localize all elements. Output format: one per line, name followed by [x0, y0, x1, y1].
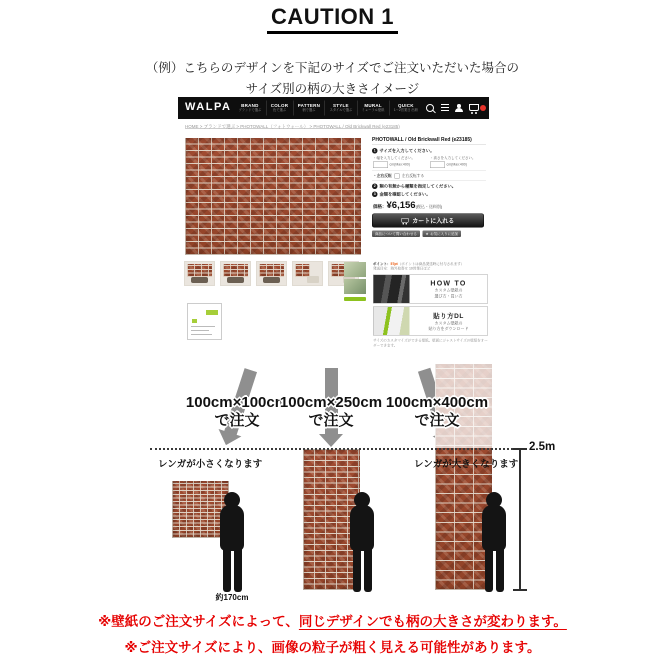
- inquiry-button[interactable]: [372, 231, 420, 238]
- point-value: 57pt: [390, 262, 398, 266]
- thumbnail-furniture: [191, 277, 207, 283]
- step-3-number: 3: [373, 192, 376, 196]
- order-size-label-3: [382, 394, 492, 430]
- divider: [372, 181, 486, 182]
- order-size-2: 100cm×250cm: [279, 394, 383, 411]
- product-main-image[interactable]: [185, 138, 361, 255]
- thumbnail-brick: [223, 264, 248, 277]
- cart-button-icon: [402, 218, 409, 223]
- search-icon[interactable]: [426, 104, 434, 112]
- height-marker-cap-bottom: [513, 589, 527, 591]
- person-leg: [223, 549, 231, 592]
- howto-image: [374, 275, 410, 303]
- breadcrumb-wrap: [185, 123, 485, 133]
- nav-item-mural[interactable]: [357, 101, 389, 116]
- product-title: PHOTOWALL / Old Brickwall Red (e23185): [372, 137, 486, 145]
- step-2-row: [372, 183, 486, 189]
- product-thumbnail-4[interactable]: [293, 262, 322, 285]
- nav-mural-en: MURAL: [364, 103, 382, 109]
- person-silhouette-2: [344, 492, 380, 592]
- add-to-cart-button[interactable]: [372, 214, 484, 228]
- person-leg: [496, 549, 504, 592]
- nav-mural-jp: ミューラル壁紙: [361, 108, 385, 113]
- height-marker-cap-top: [513, 448, 527, 450]
- nav-item-quick[interactable]: [389, 101, 423, 116]
- footnote-2: ※ご注文サイズにより、画像の粒子が粗く見える可能性があります。: [124, 640, 541, 655]
- nav-color-jp: 色で選ぶ: [273, 108, 286, 113]
- paste-dl-title: 貼り方DL: [433, 311, 464, 320]
- sample-green-button[interactable]: [344, 297, 366, 301]
- nav-item-color[interactable]: [266, 101, 293, 116]
- order-size-label-2: [276, 394, 386, 430]
- person-leg: [234, 549, 242, 592]
- step-3-row: [372, 191, 486, 197]
- thumbnail-brick: [259, 264, 284, 277]
- paste-dl-sub-1: カスタム壁紙の: [434, 320, 463, 326]
- height-label: ・高さを入力してください。: [430, 156, 476, 160]
- paste-dl-sub-2: 貼り方をダウンロード: [428, 326, 469, 332]
- sample-image-1[interactable]: [344, 262, 366, 277]
- account-icon[interactable]: [455, 104, 463, 112]
- nav-item-style[interactable]: [325, 101, 357, 116]
- person-silhouette-3: [476, 492, 512, 592]
- height-input[interactable]: [430, 162, 445, 169]
- flip-checkbox[interactable]: [394, 173, 399, 178]
- diagram-line: [191, 330, 209, 331]
- page-title-wrap: [0, 4, 665, 34]
- diagram-green-block: [206, 310, 218, 315]
- order-action-3: で注文: [414, 412, 460, 429]
- height-marker-label: 2.5m: [529, 441, 556, 453]
- howto-title: HOW TO: [430, 279, 467, 288]
- step-1-label: サイズを入力してください。: [379, 148, 435, 153]
- thumbnail-furniture: [263, 277, 279, 283]
- nav-item-pattern[interactable]: [293, 101, 325, 116]
- walpa-logo[interactable]: WALPA: [185, 101, 232, 113]
- product-thumbnail-2[interactable]: [221, 262, 250, 285]
- height-marker-line: [519, 449, 521, 590]
- flip-label: ・左右反転: [373, 173, 392, 178]
- thumbnail-bed: [307, 276, 319, 283]
- nav-pattern-jp: 柄で選ぶ: [302, 108, 316, 113]
- sample-image-2[interactable]: [344, 279, 366, 294]
- custom-size-note: サイズのカスタマイズができる壁紙。壁面にジャストサイズの壁紙をオーダーできます。: [373, 338, 488, 348]
- ceiling-dashed-line: [150, 448, 513, 450]
- howto-sub-2: 選び方・買い方: [434, 293, 463, 299]
- person-leg: [364, 549, 372, 592]
- nav-style-en: STYLE: [333, 103, 349, 109]
- star-icon: ★: [425, 232, 429, 236]
- order-size-3: 100cm×400cm: [385, 394, 489, 411]
- step-2-number: 2: [373, 184, 376, 188]
- person-torso: [350, 505, 374, 551]
- page-title: CAUTION 1: [267, 4, 398, 34]
- product-thumbnail-1[interactable]: [185, 262, 214, 285]
- favorite-button-label: お気に入りに追加: [430, 232, 459, 236]
- inquiry-button-label: 商品について問い合わせる: [375, 232, 417, 236]
- arrow-head: [319, 434, 343, 447]
- step-1-number: 1: [373, 148, 376, 153]
- nav-item-brand[interactable]: [234, 101, 266, 116]
- sample-strip: [344, 262, 366, 302]
- shop-navbar: [178, 97, 489, 119]
- product-thumbnail-3[interactable]: [257, 262, 286, 285]
- divider: [372, 171, 486, 172]
- nav-quick-en: QUICK: [398, 103, 414, 109]
- person-leg: [353, 549, 361, 592]
- height-unit: cm(Max:400): [446, 163, 467, 167]
- width-unit: cm(Max:400): [389, 163, 410, 167]
- order-action-1: で注文: [214, 412, 260, 429]
- info-column: [373, 262, 489, 368]
- width-input[interactable]: [373, 162, 388, 169]
- subtitle-line-2: サイズ別の柄の大きさイメージ: [245, 81, 420, 96]
- footnote-1: [0, 610, 665, 630]
- diagram-line: [191, 326, 215, 327]
- bricks-smaller-note: レンガが小さくなります: [158, 459, 263, 470]
- nav-pattern-en: PATTERN: [297, 103, 321, 109]
- nav-brand-jp: ブランドで選ぶ: [238, 108, 262, 113]
- thumbnail-brick: [187, 264, 212, 277]
- menu-icon[interactable]: [441, 104, 449, 111]
- person-torso: [220, 505, 244, 551]
- order-size-1: 100cm×100cm: [185, 394, 289, 411]
- cart-icon[interactable]: [469, 104, 479, 111]
- point-suffix: （ポイントは商品発送時に付与されます）: [397, 262, 465, 266]
- size-diagram: [187, 303, 222, 340]
- price-value: ¥6,156: [386, 200, 416, 211]
- order-action-2: で注文: [308, 412, 354, 429]
- price-row: [373, 200, 486, 211]
- shop-screenshot: [178, 97, 489, 370]
- nav-brand-en: BRAND: [241, 103, 259, 109]
- diagram-green-block: [192, 319, 197, 323]
- step-2-label: 糊の有無から種類を指定してください。: [379, 183, 457, 189]
- price-note: (税込・送料別): [415, 204, 443, 209]
- diagram-line: [191, 334, 212, 335]
- cart-button-label: カートに入れる: [412, 217, 455, 225]
- bricks-larger-note: レンガが大きくなります: [414, 459, 519, 470]
- cart-badge: [480, 105, 486, 111]
- step-3-label: 金額を確認してください。: [379, 191, 431, 197]
- step-1-row: [372, 148, 486, 154]
- favorite-button[interactable]: [422, 231, 461, 238]
- subtitle-line-1: （例）こちらのデザインを下記のサイズでご注文いただいた場合の: [145, 61, 520, 75]
- arrow-head: [215, 429, 242, 449]
- person-silhouette-1: [214, 492, 250, 592]
- person-height-label: 約170cm: [215, 593, 249, 602]
- nav-quick-jp: 1〜2営業日 出荷: [393, 108, 418, 113]
- thumbnail-furniture: [227, 277, 243, 283]
- paste-dl-image: [374, 307, 410, 335]
- flip-checkbox-label: 左右反転する: [401, 173, 425, 178]
- page-subtitle: [0, 58, 665, 99]
- howto-sub-1: カスタム壁紙の: [434, 288, 463, 293]
- breadcrumb[interactable]: HOME > ブランドで選ぶ > PHOTOWALL（フォトウォール） > PHOTOWALL / Old Brickwall Red (e23185): [185, 124, 400, 129]
- nav-group: [234, 97, 490, 119]
- person-torso: [482, 505, 506, 551]
- footnote-1-underlined: 同じデザインでも柄の大きさが変わります。: [298, 614, 567, 629]
- person-leg: [485, 549, 493, 592]
- nav-color-en: COLOR: [270, 103, 289, 109]
- shipping-line: 発送目安：海外取寄せ 10営業日ほど: [373, 267, 431, 271]
- price-label: 価格：: [373, 204, 387, 209]
- paste-dl-box[interactable]: [373, 306, 488, 335]
- nav-style-jp: スタイルで選ぶ: [329, 108, 353, 113]
- footnote-1-prefix: ※壁紙のご注文サイズによって、: [98, 614, 299, 629]
- width-label: ・幅を入力してください。: [373, 156, 415, 160]
- point-prefix: ポイント：: [373, 262, 391, 266]
- howto-box[interactable]: [373, 274, 488, 303]
